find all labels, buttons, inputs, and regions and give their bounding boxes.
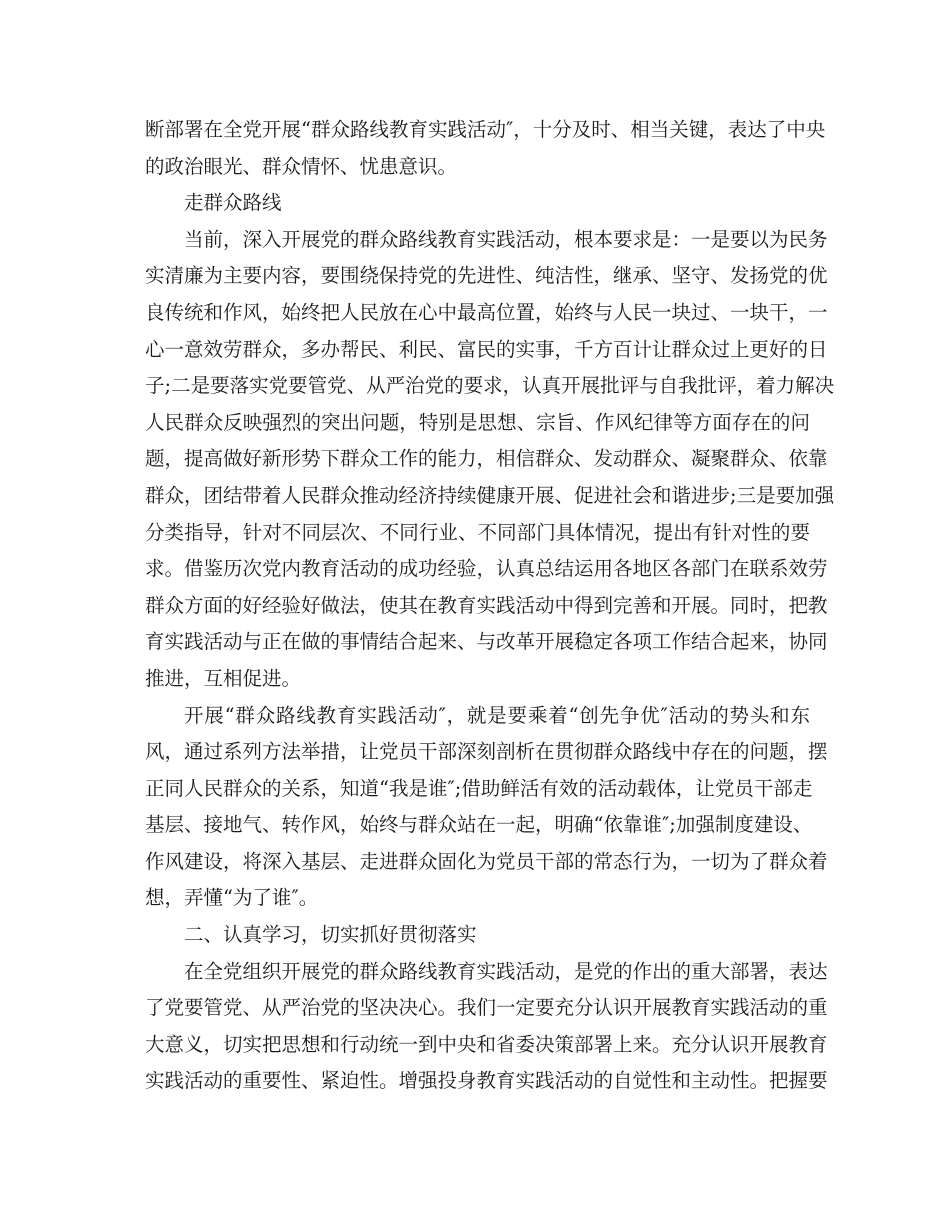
text-line: 子;二是要落实党要管党、从严治党的要求，认真开展批评与自我批评，着力解决 bbox=[145, 374, 835, 398]
document-body bbox=[145, 112, 835, 1100]
text-line: 群众方面的好经验好做法，使其在教育实践活动中得到完善和开展。同时，把教 bbox=[145, 593, 828, 617]
text-line: 良传统和作风，始终把人民放在心中最高位置，始终与人民一块过、一块干，一 bbox=[145, 300, 828, 324]
text-line: 基层、接地气、转作风，始终与群众站在一起，明确“依靠谁″;加强制度建设、 bbox=[145, 813, 813, 837]
text-line: 在全党组织开展党的群众路线教育实践活动，是党的作出的重大部署，表达 bbox=[184, 959, 828, 983]
paragraph-p2 bbox=[145, 185, 810, 222]
text-line: 二、认真学习，切实抓好贯彻落实 bbox=[184, 923, 477, 947]
text-line: 分类指导，针对不同层次、不同行业、不同部门具体情况，提出有针对性的要 bbox=[145, 520, 810, 544]
text-line: 正同人民群众的关系，知道“我是谁″;借助鲜活有效的活动载体，让党员干部走 bbox=[145, 776, 813, 800]
text-line: 求。借鉴历次党内教育活动的成功经验，认真总结运用各地区各部门在联系效劳 bbox=[145, 557, 828, 581]
text-line: 实清廉为主要内容，要围绕保持党的先进性、纯洁性，继承、坚守、发扬党的优 bbox=[145, 264, 828, 288]
paragraph-p3 bbox=[145, 222, 835, 698]
text-line: 大意义，切实把思想和行动统一到中央和省委决策部署上来。充分认识开展教育 bbox=[145, 1032, 828, 1056]
paragraph-p4 bbox=[145, 698, 828, 918]
text-line: 作风建设，将深入基层、走进群众固化为党员干部的常态行为，一切为了群众着 bbox=[145, 849, 828, 873]
text-line: 人民群众反映强烈的突出问题，特别是思想、宗旨、作风纪律等方面存在的问 bbox=[145, 410, 810, 434]
text-line: 走群众路线 bbox=[184, 191, 282, 215]
text-line: 育实践活动与正在做的事情结合起来、与改革开展稳定各项工作结合起来，协同 bbox=[145, 630, 828, 654]
paragraph-p1 bbox=[145, 112, 826, 185]
text-line: 心一意效劳群众，多办帮民、利民、富民的实事，千方百计让群众过上更好的日 bbox=[145, 337, 828, 361]
text-line: 想，弄懂“为了谁″。 bbox=[145, 886, 319, 910]
text-line: 当前，深入开展党的群众路线教育实践活动，根本要求是：一是要以为民务 bbox=[184, 227, 828, 251]
text-line: 了党要管党、从严治党的坚决决心。我们一定要充分认识开展教育实践活动的重 bbox=[145, 996, 828, 1020]
text-line: 开展“群众路线教育实践活动″，就是要乘着“创先争优″活动的势头和东 bbox=[184, 703, 810, 727]
text-line: 的政治眼光、群众情怀、忧患意识。 bbox=[145, 154, 458, 178]
text-line: 推进，互相促进。 bbox=[145, 666, 302, 690]
text-line: 断部署在全党开展“群众路线教育实践活动″，十分及时、相当关键，表达了中央 bbox=[145, 118, 826, 141]
text-line: 群众，团结带着人民群众推动经济持续健康开展、促进社会和谐进步;三是要加强 bbox=[145, 483, 835, 507]
text-line: 实践活动的重要性、紧迫性。增强投身教育实践活动的自觉性和主动性。把握要 bbox=[145, 1069, 828, 1093]
paragraph-p5 bbox=[145, 917, 810, 954]
text-line: 风，通过系列方法举措，让党员干部深刻剖析在贯彻群众路线中存在的问题，摆 bbox=[145, 740, 828, 764]
paragraph-p6 bbox=[145, 954, 828, 1100]
text-line: 题，提高做好新形势下群众工作的能力，相信群众、发动群众、凝聚群众、依靠 bbox=[145, 447, 828, 471]
